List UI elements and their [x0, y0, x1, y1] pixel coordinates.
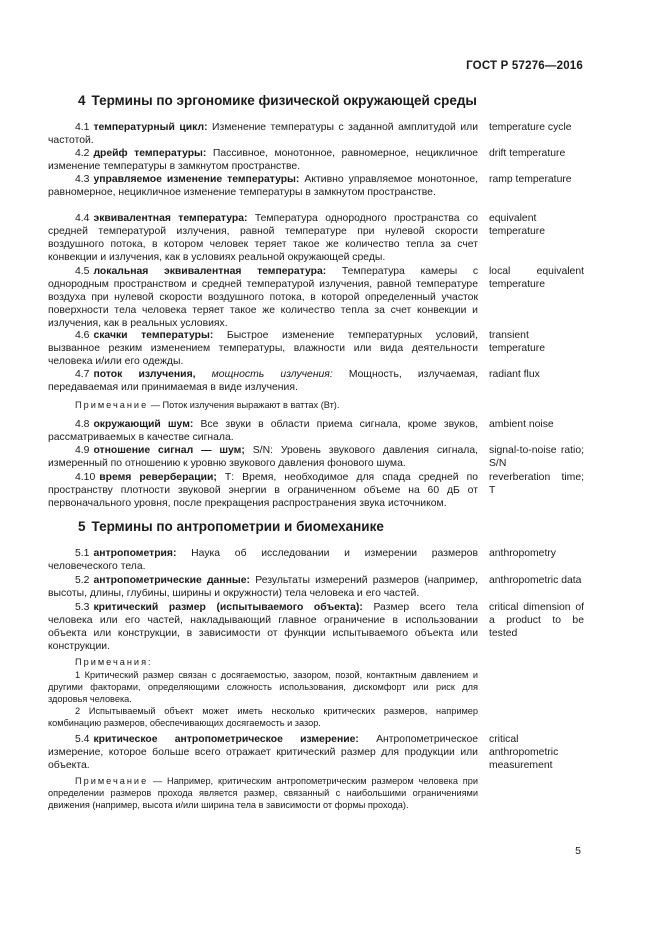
- term-entry: 4.4 эквивалентная температура: Температура однородного пространства со средней температурой излучения, равной температуре при нулевой скорости воздушного потока, в котором человек теряет такое же количество тепла за счет конвекции и излучения, как в условиях реальной окружающей среды.: [48, 213, 478, 263]
- section-4-title: [78, 93, 477, 108]
- term-entry: 4.5 локальная эквивалентная температура: Температура камеры с однородным пространством и средней температурой излучения, равной температуре воздуха при нулевой скорости воздушного потока, в которой определенный участок поверхности тела человека теряет такое же количество тепла за счет конвекции и излучения, как в реальных условиях.: [48, 266, 479, 329]
- term-definition: Температура однородного пространства со средней температурой излучения, равной температуре при нулевой скорости воздушного потока, в котором человек теряет такое же количество тепла за счет конвекции и излучения, как в условиях реальной окружающей среды.: [48, 213, 478, 263]
- term-definition: Наука об исследовании и измерении размеров человеческого тела.: [48, 548, 478, 572]
- term-definition: Антропометрическое измерение, которое больше всего отражает критический размер для продукции или объекта.: [48, 734, 479, 771]
- term-definition: Результаты измерений размеров (например, высоты, длины, глубины, ширины и окружности) тела человека и его частей.: [48, 575, 478, 599]
- english-equivalent: anthropometry: [489, 548, 556, 559]
- english-equivalent: equivalent temperature: [489, 213, 546, 237]
- term-name: антропометрия:: [93, 548, 177, 559]
- page-number: 5: [575, 845, 581, 857]
- term-entry: 5.1 антропометрия: Наука об исследовании и измерении размеров человеческого тела.: [48, 548, 478, 572]
- term-entry: 4.3 управляемое изменение температуры: Активно управляемое монотонное, равномерное, нецикличное изменение температуры в замкнутом пространстве.: [48, 174, 479, 198]
- term-name: дрейф температуры:: [93, 148, 207, 159]
- english-equivalent: critical dimension of a product to be tested: [489, 602, 584, 639]
- term-definition: Размер всего тела человека или его частей, накладывающий главное ограничение в использовании объекта или конструкции, в зависимости от функции испытываемого объекта или конструкции.: [48, 602, 478, 652]
- term-entry: 4.10 время реверберации; Т: Время, необходимое для спада средней по пространству плотности звуковой энергии в ограниченном объеме на 60 дБ от первоначального уровня, после прекращения распространения звука источником.: [48, 472, 479, 509]
- term-synonym: Т:: [224, 472, 235, 483]
- term-name: окружающий шум:: [93, 419, 194, 430]
- term-definition: Все звуки в области приема сигнала, кроме звуков, рассматриваемых в качестве сигнала.: [48, 419, 479, 443]
- section-5-title: [78, 519, 384, 534]
- note-text: — Например, критическим антропометрическим размером человека при определении размеров прохода является размер, связанный с наибольшими ограничениями движения (например, высота и/или ширина тела в зависимости от формы прохода).: [48, 776, 478, 810]
- english-equivalent: local equivalent temperature: [489, 266, 584, 290]
- english-equivalent: transient temperature: [489, 330, 546, 354]
- term-name: время реверберации;: [99, 472, 217, 483]
- english-equivalent: anthropometric data: [489, 575, 582, 586]
- term-synonym: S/N:: [252, 445, 273, 456]
- term-entry: 4.8 окружающий шум: Все звуки в области приема сигнала, кроме звуков, рассматриваемых в качестве сигнала.: [48, 419, 479, 443]
- term-entry: 5.4 критическое антропометрическое измерение: Антропометрическое измерение, которое больше всего отражает критический размер для продукции или объекта.: [48, 734, 479, 771]
- term-name: критическое антропометрическое измерение:: [93, 734, 359, 745]
- english-equivalent: drift temperature: [489, 148, 566, 159]
- term-definition: Пассивное, монотонное, равномерное, нецикличное изменение температуры в замкнутом пространстве.: [48, 148, 479, 172]
- term-name: критический размер (испытываемого объекта):: [93, 602, 363, 613]
- term-definition: Уровень звукового давления сигнала, измеренный по отношению к уровню звукового давления фонового шума.: [48, 445, 478, 469]
- term-name: температурный цикл:: [93, 122, 208, 133]
- section-heading: Термины по эргономике физической окружающей среды: [91, 93, 477, 108]
- english-equivalent: signal-to-noise ratio; S/N: [489, 445, 584, 469]
- term-entry: 4.6 скачки температуры: Быстрое изменение температурных условий, вызванное резким изменением температуры, влажности или вида деятельности человека и/или его одежды.: [48, 330, 478, 367]
- term-name: эквивалентная температура:: [93, 213, 248, 224]
- note-text: — Поток излучения выражают в ваттах (Вт).: [148, 400, 340, 410]
- term-definition: Изменение температуры с заданной амплитудой или частотой.: [48, 122, 478, 146]
- english-equivalent: ambient noise: [489, 419, 554, 430]
- note-item: [48, 669, 478, 705]
- document-number: ГОСТ Р 57276—2016: [466, 60, 583, 72]
- note-label: Примечание: [75, 400, 149, 410]
- note-text: 1 Критический размер связан с досягаемостью, зазором, позой, контактным давлением и другими факторами, определяющими сложность использования, дискомфорт или риск для здоровья человека.: [48, 670, 478, 704]
- term-definition: Температура камеры с однородным пространством и средней температурой излучения, равной температуре воздуха при нулевой скорости воздушного потока, в которой определенный участок поверхности тела человека теряет такое же количество тепла за счет конвекции и излучения, как в реальных условиях.: [48, 266, 479, 329]
- section-number: 4: [78, 93, 86, 108]
- english-equivalent: reverberation time; T: [489, 472, 584, 496]
- term-entry: 5.2 антропометрические данные: Результаты измерений размеров (например, высоты, длины, глубины, ширины и окружности) тела человека и его частей.: [48, 575, 478, 599]
- term-name: антропометрические данные:: [93, 575, 251, 586]
- term-entry: 4.7 поток излучения, мощность излучения: Мощность, излучаемая, передаваемая или принимаемая в виде излучения.: [48, 369, 478, 393]
- note-label: Примечание: [75, 776, 149, 786]
- term-entry: 4.1 температурный цикл: Изменение температуры с заданной амплитудой или частотой.: [48, 122, 478, 146]
- term-definition: Активно управляемое монотонное, равномерное, нецикличное изменение температуры в замкнутом пространстве.: [48, 174, 479, 198]
- note-text: 2 Испытываемый объект может иметь несколько критических размеров, например комбинацию размеров, обеспечивающих досягаемость и зазор.: [48, 706, 478, 728]
- term-name: локальная эквивалентная температура:: [93, 266, 327, 277]
- note: [48, 399, 478, 411]
- term-entry: 4.9 отношение сигнал — шум; S/N: Уровень звукового давления сигнала, измеренный по отношению к уровню звукового давления фонового шума.: [48, 445, 478, 469]
- term-entry: 5.3 критический размер (испытываемого объекта): Размер всего тела человека или его частей, накладывающий главное ограничение в использовании объекта или конструкции, в зависимости от функции испытываемого объекта или конструкции.: [48, 602, 478, 652]
- english-equivalent: ramp temperature: [489, 174, 572, 185]
- note-item: [48, 705, 478, 729]
- term-definition: Мощность, излучаемая, передаваемая или принимаемая в виде излучения.: [48, 369, 478, 393]
- term-name: управляемое изменение температуры:: [93, 174, 300, 185]
- term-synonym: мощность излучения:: [211, 369, 333, 380]
- term-definition: Время, необходимое для спада средней по пространству плотности звуковой энергии в ограниченном объеме на 60 дБ от первоначального уровня, после прекращения распространения звука источником.: [48, 472, 479, 509]
- english-equivalent: critical anthropometric measurement: [489, 734, 559, 771]
- term-name: отношение сигнал — шум;: [93, 445, 245, 456]
- section-heading: Термины по антропометрии и биомеханике: [91, 519, 384, 534]
- section-number: 5: [78, 519, 86, 534]
- english-equivalent: radiant flux: [489, 369, 540, 380]
- note: [48, 775, 478, 811]
- term-name: поток излучения,: [93, 369, 196, 380]
- term-definition: Быстрое изменение температурных условий, вызванное резким изменением температуры, влажности или вида деятельности человека и/или его одежды.: [48, 330, 478, 367]
- english-equivalent: temperature cycle: [489, 122, 572, 133]
- term-name: скачки температуры:: [93, 330, 214, 341]
- notes-heading: [48, 656, 478, 668]
- term-entry: 4.2 дрейф температуры: Пассивное, монотонное, равномерное, нецикличное изменение температуры в замкнутом пространстве.: [48, 148, 479, 172]
- note-label: Примечания:: [75, 657, 153, 667]
